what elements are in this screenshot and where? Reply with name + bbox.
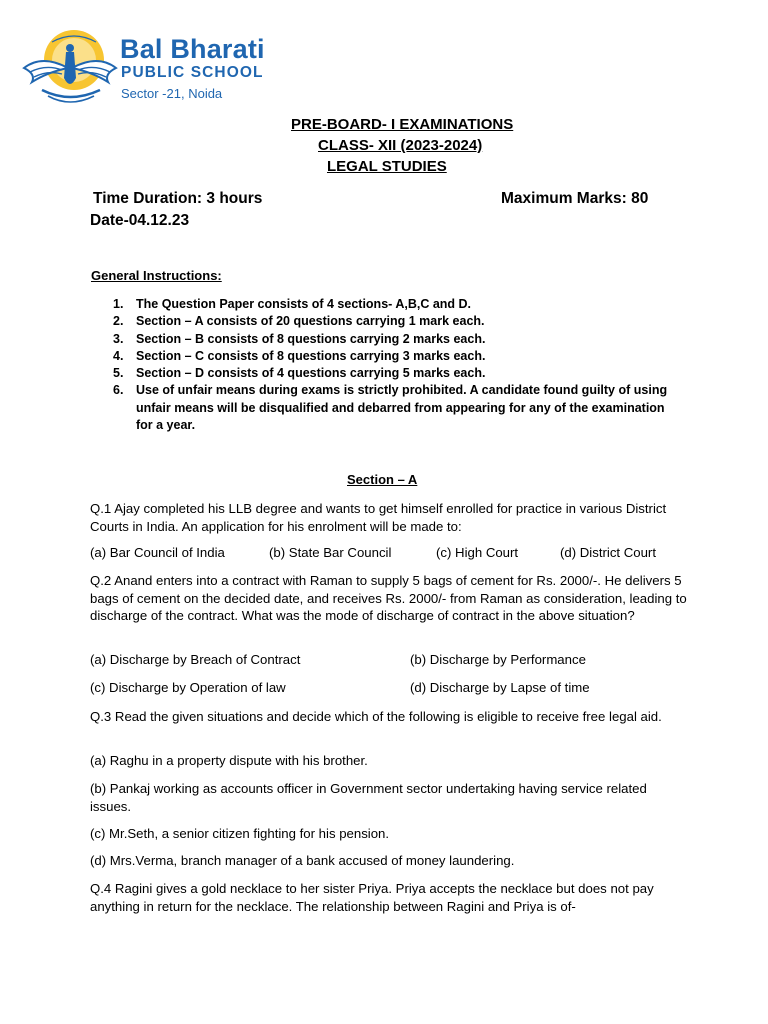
exam-title: PRE-BOARD- I EXAMINATIONS (291, 116, 514, 133)
instruction-number: 6. (113, 383, 124, 398)
instruction-text: Section – B consists of 8 questions carrying 2 marks each. (136, 331, 486, 346)
q1-option-c: (c) High Court (436, 545, 519, 560)
school-location: Sector -21, Noida (121, 86, 223, 101)
instruction-number: 1. (113, 297, 124, 311)
q3-option-c: (c) Mr.Seth, a senior citizen fighting for his pension. (90, 826, 390, 841)
subject-title: LEGAL STUDIES (327, 158, 447, 175)
question-3: Q.3 Read the given situations and decide which of the following is eligible to receive free legal aid. (90, 709, 662, 724)
section-a-heading: Section – A (347, 472, 418, 487)
instruction-text: Use of unfair means during exams is strictly prohibited. A candidate found guilty of using unfair means will be disqualified and debarred from appearing for any of the examination for a year. (136, 383, 668, 433)
q1-option-b: (b) State Bar Council (269, 545, 392, 560)
instructions-list (113, 296, 673, 434)
general-instructions-heading: General Instructions: (91, 268, 222, 283)
instruction-item (113, 296, 673, 313)
q2-option-b: (b) Discharge by Performance (410, 652, 586, 667)
instruction-item (113, 313, 673, 330)
instruction-item (113, 365, 673, 382)
instruction-text: Section – D consists of 4 questions carrying 5 marks each. (136, 366, 486, 381)
school-name: Bal Bharati (120, 34, 265, 64)
exam-date: Date-04.12.23 (90, 212, 190, 229)
question-1: Q.1 Ajay completed his LLB degree and wants to get himself enrolled for practice in various District Courts in India. An application for his enrolment will be made to: (90, 501, 667, 534)
q1-option-d: (d) District Court (560, 545, 656, 560)
q3-option-b: (b) Pankaj working as accounts officer in Government sector undertaking having service related issues. (90, 781, 647, 814)
q2-option-a: (a) Discharge by Breach of Contract (90, 652, 301, 667)
question-2: Q.2 Anand enters into a contract with Raman to supply 5 bags of cement for Rs. 2000/-. He delivers 5 bags of cement on the decided date, and receives Rs. 2000/- from Raman as consideration, leading to discharge of the contract. What was the mode of discharge of contract in the above situation? (90, 573, 687, 624)
question-4: Q.4 Ragini gives a gold necklace to her sister Priya. Priya accepts the necklace but does not pay anything in return for the necklace. The relationship between Ragini and Priya is of- (90, 881, 654, 914)
instruction-text: Section – C consists of 8 questions carrying 3 marks each. (136, 348, 486, 363)
instruction-number: 5. (113, 366, 124, 381)
q3-option-d: (d) Mrs.Verma, branch manager of a bank accused of money laundering. (90, 853, 515, 868)
instruction-item (113, 331, 673, 348)
class-title: CLASS- XII (2023-2024) (318, 137, 483, 154)
instruction-number: 3. (113, 331, 124, 346)
instruction-text: The Question Paper consists of 4 sections- A,B,C and D. (136, 297, 472, 311)
q2-option-c: (c) Discharge by Operation of law (90, 680, 286, 695)
school-subtitle: PUBLIC SCHOOL (121, 64, 264, 81)
time-duration: Time Duration: 3 hours (93, 190, 263, 207)
instruction-item (113, 382, 673, 434)
q1-option-a: (a) Bar Council of India (90, 545, 225, 560)
q3-option-a: (a) Raghu in a property dispute with his brother. (90, 753, 368, 768)
q2-option-d: (d) Discharge by Lapse of time (410, 680, 590, 695)
school-logo (22, 28, 118, 108)
maximum-marks: Maximum Marks: 80 (501, 190, 649, 207)
instruction-number: 2. (113, 314, 124, 329)
instruction-number: 4. (113, 348, 124, 363)
instruction-item (113, 348, 673, 365)
instruction-text: Section – A consists of 20 questions carrying 1 mark each. (136, 314, 485, 329)
